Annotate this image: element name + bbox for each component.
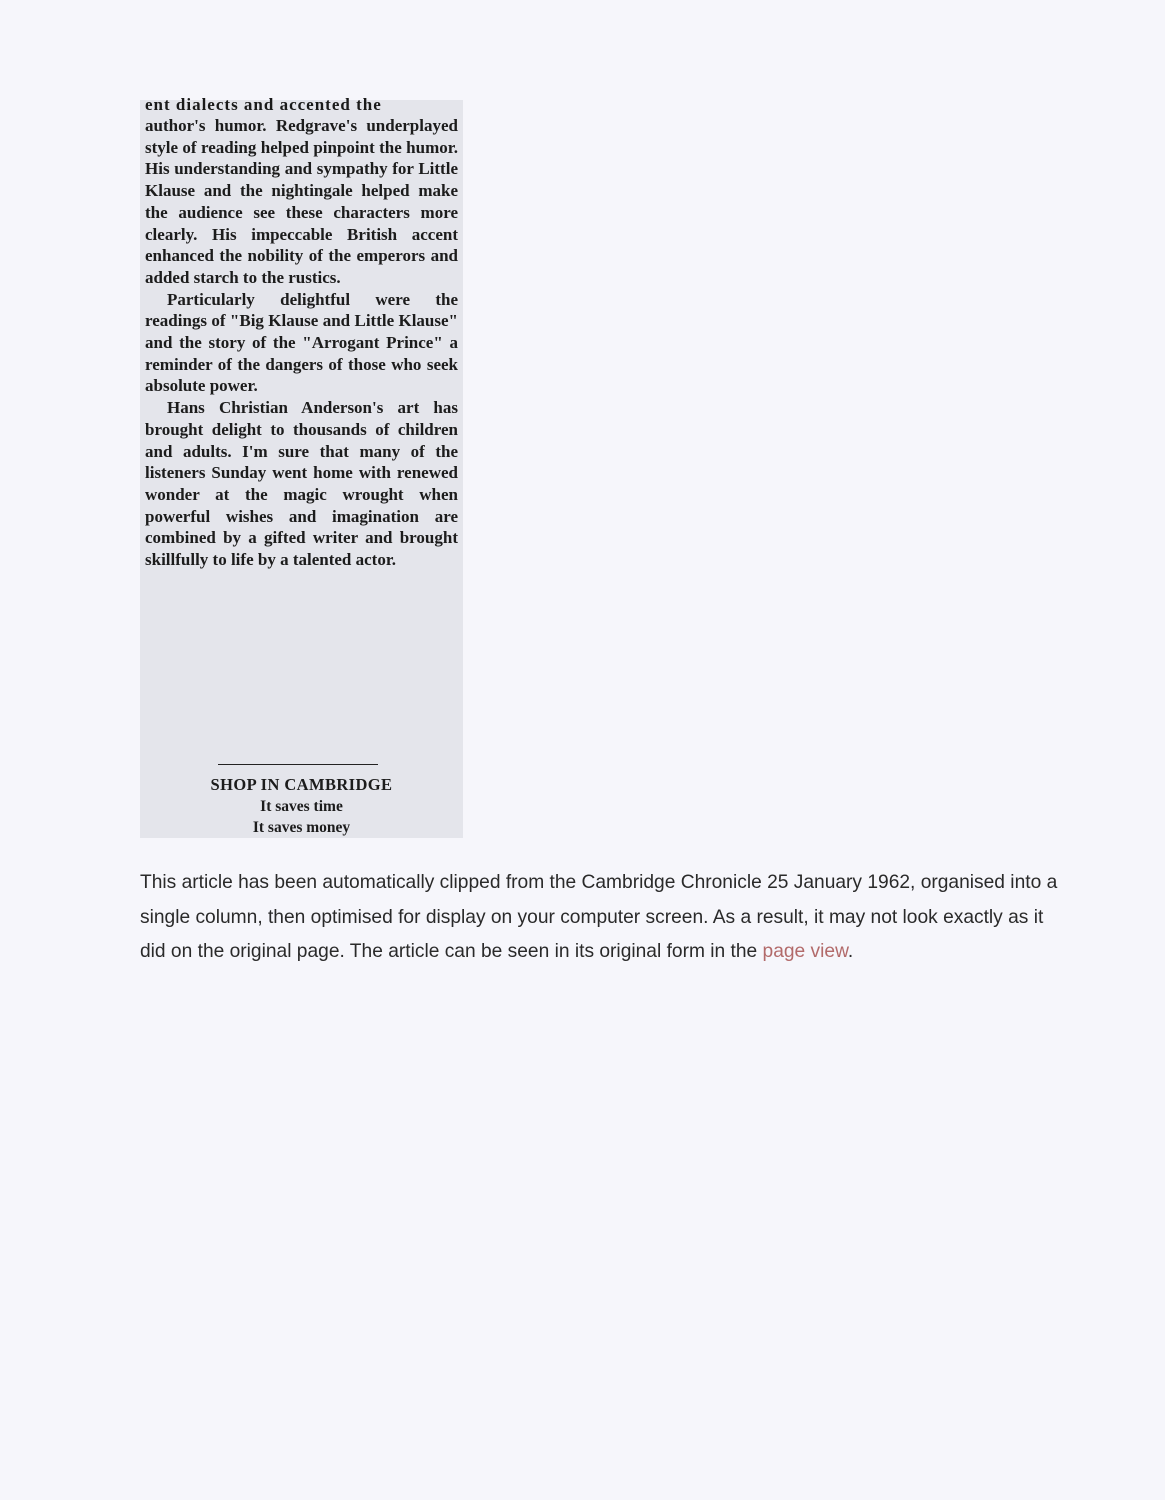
cut-off-line: ent dialects and accented the — [145, 95, 382, 114]
article-paragraph-1: author's humor. Redgrave's underplayed style of reading helped pinpoint the humor. His understanding and sympathy for Little Klause and the nightingale helped make the audience see these characters more clearly. His impeccable British accent enhanced the nobility of the emperors and added starch to the rustics. — [145, 116, 458, 287]
caption-text: This article has been automatically clipped from the Cambridge Chronicle 25 January 1962, organised into a single column, then optimised for display on your computer screen. As a result, it may not look exactly as it did on the original page. The article can be seen in its original form in the — [140, 872, 1058, 962]
ad-title: SHOP IN CAMBRIDGE — [210, 775, 393, 794]
article-paragraph-3: Hans Christian Anderson's art has brought delight to thousands of children and adults. I'm sure that many of the listeners Sunday went home with renewed wonder at the magic wrought when powerful wishes and imagination are combined by a gifted writer and brought skillfully to life by a talented actor. — [145, 398, 458, 570]
article-body — [145, 115, 458, 571]
article-paragraph-2: Particularly delightful were the readings of "Big Klause and Little Klause" and the story of the "Arrogant Prince" a reminder of the dangers of those who seek absolute power. — [145, 289, 458, 396]
divider-rule — [218, 764, 378, 765]
ad-line-2: It saves money — [252, 819, 351, 836]
advertisement — [140, 774, 463, 838]
caption-end: . — [847, 941, 854, 962]
newspaper-clipping — [140, 95, 463, 838]
ad-line-1: It saves time — [260, 798, 343, 815]
page-view-link[interactable]: page view — [762, 941, 848, 962]
clipping-caption — [140, 866, 1060, 970]
